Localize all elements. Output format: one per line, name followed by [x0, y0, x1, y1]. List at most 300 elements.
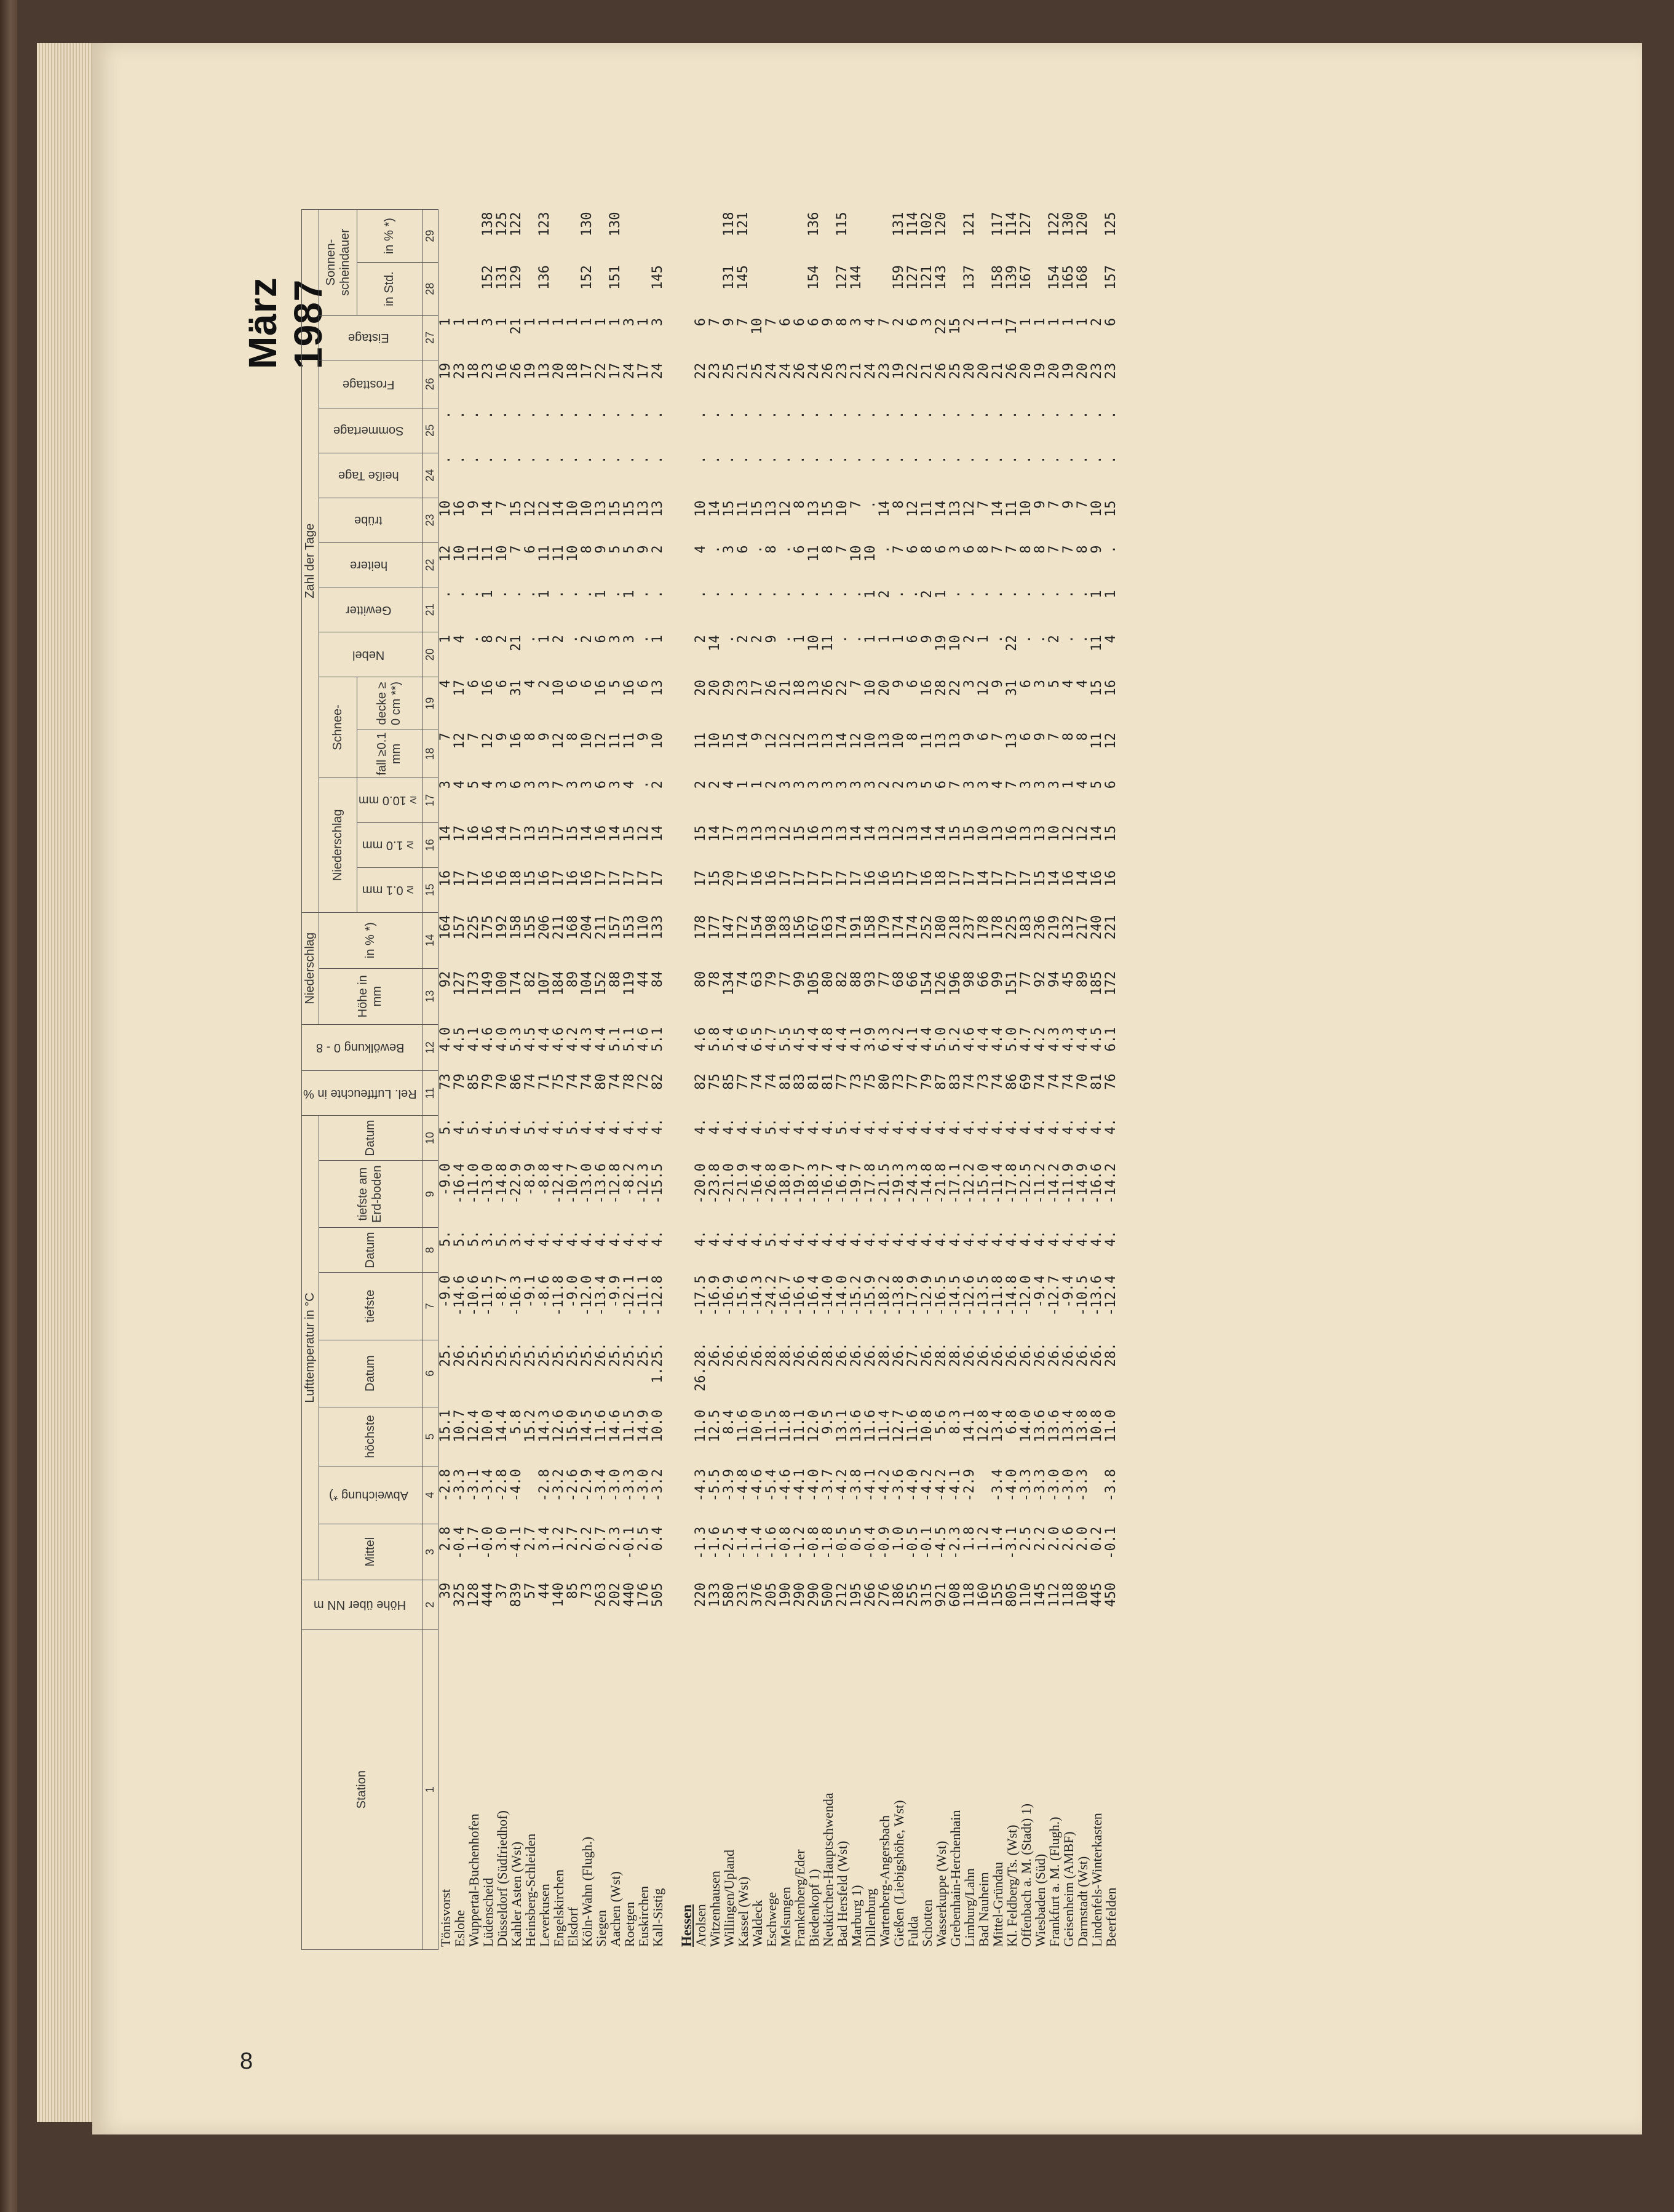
table-cell: 175	[480, 915, 496, 940]
table-cell: 7	[1074, 500, 1090, 509]
column-number: 7	[422, 1273, 438, 1340]
table-cell: 16	[919, 870, 935, 887]
station-name: Waldeck	[749, 1900, 765, 1947]
table-cell: 14	[707, 635, 723, 651]
table-cell: -19.7	[791, 1163, 807, 1204]
table-cell: 5.	[494, 1118, 510, 1135]
table-cell: .	[579, 410, 595, 420]
table-cell: 26.	[707, 1342, 723, 1367]
table-cell: -3.8	[848, 1469, 864, 1502]
table-cell: 10	[806, 635, 822, 651]
table-cell: 176	[635, 1582, 651, 1607]
table-cell: 4.	[451, 1118, 467, 1135]
table-cell: 16	[593, 825, 609, 842]
column-number: 1	[422, 1629, 438, 1949]
table-cell: 11	[621, 732, 637, 749]
table-cell: 9	[749, 732, 765, 741]
table-cell: .	[707, 590, 723, 599]
table-cell: 130	[1060, 212, 1076, 237]
table-cell: 17	[508, 825, 524, 842]
table-cell: 5.8	[508, 1409, 524, 1434]
table-cell: 2	[891, 781, 906, 789]
table-cell: .	[1103, 545, 1119, 554]
table-cell: -9.4	[1032, 1275, 1048, 1308]
table-cell: 5.0	[1004, 1027, 1020, 1052]
table-cell: -16.7	[777, 1275, 793, 1316]
table-cell: .	[791, 410, 807, 420]
table-cell: 276	[876, 1582, 892, 1607]
table-cell: 15	[791, 825, 807, 842]
table-cell	[694, 263, 708, 316]
table-cell: -3.4	[480, 1469, 496, 1502]
table-cell: -24.3	[905, 1163, 921, 1204]
table-cell: .	[990, 590, 1006, 599]
table-cell: -4.2	[834, 1469, 850, 1502]
table-cell: 68	[891, 971, 906, 988]
table-cell: -24.2	[763, 1275, 779, 1316]
table-cell: 14.5	[579, 1409, 595, 1442]
table-cell: 15	[621, 500, 637, 517]
table-cell: 6	[1103, 318, 1119, 327]
table-cell: 4.2	[565, 1027, 581, 1052]
table-cell: 112	[1046, 1582, 1062, 1607]
table-cell: .	[649, 410, 665, 420]
table-cell: 3.4	[536, 1526, 552, 1551]
table-cell: 444	[480, 1582, 496, 1607]
table-cell: 4.	[1046, 1230, 1062, 1247]
table-cell: 92	[437, 971, 453, 988]
table-cell: 74	[565, 1073, 581, 1090]
table-cell: 7	[1046, 500, 1062, 509]
table-cell: -16.7	[820, 1163, 836, 1204]
table-cell: 99	[990, 971, 1006, 988]
table-cell: 9	[763, 635, 779, 643]
table-cell: 3	[1046, 781, 1062, 789]
table-cell: 218	[947, 915, 963, 940]
table-cell: .	[1032, 590, 1048, 599]
table-cell: 4.4	[536, 1027, 552, 1052]
table-cell	[637, 263, 651, 316]
table-cell: 153	[621, 915, 637, 940]
table-cell: 129	[508, 265, 524, 290]
table-cell: 39	[437, 1582, 453, 1599]
table-cell: .	[635, 635, 651, 643]
header-niederschlag-tage: Niederschlag	[319, 778, 357, 913]
table-cell: 10	[1018, 500, 1034, 517]
table-cell: 7	[1046, 545, 1062, 554]
table-cell: 4.	[834, 1230, 850, 1247]
table-cell: 22	[593, 362, 609, 380]
table-cell: .	[1004, 410, 1020, 420]
header-heitere: heitere	[319, 543, 422, 587]
table-cell: 152	[593, 971, 609, 996]
table-cell: 16	[480, 825, 496, 842]
table-cell: 13	[806, 500, 822, 517]
table-cell: 167	[1018, 265, 1034, 290]
table-cell: 6	[735, 545, 751, 554]
table-cell: 13.4	[1060, 1409, 1076, 1442]
table-cell: -16.9	[721, 1275, 737, 1316]
table-cell: .	[466, 455, 482, 464]
table-cell: 81	[806, 1073, 822, 1090]
table-cell: -3.3	[1032, 1469, 1048, 1502]
table-cell: 15	[721, 500, 737, 517]
header-sommertage: Sommertage	[319, 408, 422, 453]
table-row	[906, 210, 920, 1950]
table-cell: 15	[1032, 870, 1048, 887]
table-cell: 4.	[1004, 1118, 1020, 1135]
table-row	[821, 210, 835, 1950]
table-cell: 25.	[565, 1342, 581, 1367]
table-cell: 2	[536, 680, 552, 688]
table-cell: 7	[763, 318, 779, 327]
table-cell	[821, 210, 835, 263]
table-cell: 4.	[862, 1230, 878, 1247]
table-cell: 1	[1089, 590, 1105, 599]
table-cell: 24	[806, 362, 822, 380]
table-cell: 4.	[593, 1230, 609, 1247]
table-cell: -4.0	[1004, 1469, 1020, 1502]
table-cell: 12	[536, 500, 552, 517]
table-cell: -3.0	[1046, 1469, 1062, 1502]
table-cell: 2	[961, 318, 977, 327]
table-cell: 140	[550, 1582, 566, 1607]
table-cell: 17	[749, 680, 765, 696]
table-cell: 15	[947, 318, 963, 335]
table-cell: 26	[1004, 362, 1020, 380]
table-cell: 3	[1032, 680, 1048, 688]
table-cell: 4	[437, 680, 453, 688]
table-cell: -11.1	[635, 1275, 651, 1316]
table-cell: 12	[791, 732, 807, 749]
header-zahl-der-tage: Zahl der Tage	[302, 210, 319, 913]
table-cell: -3.6	[891, 1469, 906, 1502]
table-cell: 172	[1103, 971, 1119, 996]
table-cell: 74	[735, 971, 751, 988]
table-cell: 14	[649, 825, 665, 842]
table-cell: 26.	[1060, 1342, 1076, 1367]
table-cell: 4	[862, 318, 878, 327]
table-cell: 26.	[593, 1342, 609, 1367]
table-cell: -12.0	[579, 1275, 595, 1316]
table-cell: 4.1	[848, 1027, 864, 1052]
table-cell: .	[1032, 455, 1048, 464]
table-cell: 15	[536, 825, 552, 842]
table-cell: .	[791, 590, 807, 599]
table-cell: 12	[550, 732, 566, 749]
table-cell: .	[536, 410, 552, 420]
table-cell: 4.	[593, 1118, 609, 1135]
table-cell: -16.5	[933, 1275, 949, 1316]
table-cell: 4.6	[735, 1027, 751, 1052]
table-cell: .	[975, 410, 991, 420]
table-cell: .	[905, 455, 921, 464]
table-cell: 1.7	[466, 1526, 482, 1551]
table-row	[793, 210, 807, 1950]
table-cell: 11.6	[735, 1409, 751, 1442]
table-cell: .	[579, 455, 595, 464]
table-cell: 110	[635, 915, 651, 940]
table-cell: 174	[905, 915, 921, 940]
table-row	[764, 210, 779, 1950]
table-cell: 147	[721, 915, 737, 940]
table-cell: .	[1060, 455, 1076, 464]
table-cell: 11	[607, 732, 623, 749]
table-cell: 20	[1018, 362, 1034, 380]
table-cell: 79	[480, 1073, 496, 1090]
table-cell: 14	[550, 500, 566, 517]
table-row	[566, 210, 580, 1950]
table-cell: 8	[1074, 545, 1090, 554]
table-cell: .	[848, 410, 864, 420]
station-name: Wartenberg-Angersbach	[876, 1815, 892, 1947]
table-cell: 4.	[1089, 1118, 1105, 1135]
table-cell: 6	[466, 680, 482, 688]
table-cell: 2	[707, 781, 723, 789]
table-cell: 87	[933, 1073, 949, 1090]
table-cell: 9	[820, 318, 836, 327]
table-cell: 120	[1074, 212, 1090, 237]
table-cell	[1090, 210, 1104, 263]
table-cell: 4.5	[522, 1027, 538, 1052]
table-cell: -12.4	[1103, 1275, 1119, 1316]
table-cell: -17.8	[862, 1163, 878, 1204]
table-cell: 81	[1089, 1073, 1105, 1090]
table-cell: 23	[735, 680, 751, 696]
table-cell	[793, 210, 807, 263]
table-cell: 5	[607, 545, 623, 554]
table-cell: 1	[933, 590, 949, 599]
table-cell: .	[1089, 410, 1105, 420]
table-cell: 5.3	[508, 1027, 524, 1052]
table-cell: 3	[536, 781, 552, 789]
table-cell: 114	[1004, 212, 1020, 237]
table-cell: 16	[494, 870, 510, 887]
table-cell: -3.4	[990, 1469, 1006, 1502]
table-cell: 1	[480, 590, 496, 599]
table-cell: 85	[565, 1582, 581, 1599]
table-cell: 4.	[876, 1118, 892, 1135]
table-cell: 3	[947, 545, 963, 554]
table-cell: .	[1074, 590, 1090, 599]
table-cell: 105	[806, 971, 822, 996]
table-cell: 121	[961, 212, 977, 237]
table-cell: -0.1	[919, 1526, 935, 1559]
table-cell	[523, 1466, 538, 1524]
table-cell: .	[777, 635, 793, 643]
table-cell: 15	[891, 870, 906, 887]
table-cell: 27.	[905, 1342, 921, 1367]
table-cell: -13.0	[480, 1163, 496, 1204]
table-cell: 14	[607, 825, 623, 842]
table-cell: 121	[735, 212, 751, 237]
column-number: 16	[422, 822, 438, 867]
table-cell: 13	[806, 732, 822, 749]
table-cell: 4.	[820, 1230, 836, 1247]
table-cell: 99	[791, 971, 807, 988]
table-cell: 6	[494, 680, 510, 688]
table-cell: 85	[466, 1073, 482, 1090]
table-cell: -14.0	[820, 1275, 836, 1316]
table-cell: 6	[806, 318, 822, 327]
table-cell: -10.6	[466, 1275, 482, 1316]
table-cell: .	[791, 455, 807, 464]
table-cell: -2.9	[961, 1469, 977, 1502]
table-cell: 4.3	[1060, 1027, 1076, 1052]
table-row	[552, 210, 566, 1950]
table-cell: 16	[536, 870, 552, 887]
table-cell: .	[707, 410, 723, 420]
table-cell: 445	[1089, 1582, 1105, 1607]
table-cell: 0.2	[1089, 1526, 1105, 1551]
table-cell	[594, 210, 608, 263]
table-cell: 22	[933, 318, 949, 335]
table-cell	[750, 263, 764, 316]
table-cell: .	[876, 545, 892, 554]
table-cell: 17	[777, 870, 793, 887]
table-cell	[453, 263, 467, 316]
table-cell: 13	[905, 825, 921, 842]
table-cell: 3	[862, 781, 878, 789]
table-cell: 15	[947, 825, 963, 842]
table-cell: 5.	[763, 1118, 779, 1135]
table-cell: 28.	[876, 1342, 892, 1367]
table-cell: .	[550, 590, 566, 599]
table-row	[495, 210, 509, 1950]
table-cell: 4.	[919, 1230, 935, 1247]
table-cell: 5.6	[933, 1409, 949, 1434]
table-row	[1033, 210, 1047, 1950]
table-row	[807, 210, 821, 1950]
table-cell: -18.3	[806, 1163, 822, 1204]
table-cell: 10	[891, 732, 906, 749]
table-cell: .	[451, 410, 467, 420]
table-cell: 1.8	[961, 1526, 977, 1551]
table-cell: 17	[466, 870, 482, 887]
station-name: Eschwege	[763, 1892, 779, 1947]
table-cell: 7	[975, 500, 991, 509]
table-cell: 2	[649, 545, 665, 554]
table-cell: 131	[721, 265, 737, 290]
table-cell: .	[735, 455, 751, 464]
table-cell: .	[763, 590, 779, 599]
table-cell: 1	[649, 635, 665, 643]
table-cell: .	[820, 590, 836, 599]
table-cell: 19	[1032, 362, 1048, 380]
table-cell: 26	[933, 362, 949, 380]
table-cell: 236	[1032, 915, 1048, 940]
header-lufttemperatur: Lufttemperatur in °C	[302, 1116, 319, 1580]
table-cell: .	[806, 410, 822, 420]
station-name: Leverkusen	[536, 1884, 552, 1947]
table-cell: 16	[480, 680, 496, 696]
table-cell: 79	[919, 1073, 935, 1090]
table-cell: 138	[480, 212, 496, 237]
table-cell: 14	[933, 825, 949, 842]
table-cell: .	[834, 410, 850, 420]
table-cell: -4.0	[905, 1469, 921, 1502]
table-cell: 19	[891, 362, 906, 380]
table-cell: -9.0	[565, 1275, 581, 1308]
table-cell: 20	[692, 680, 708, 696]
table-cell: -2.8	[494, 1469, 510, 1502]
table-cell: 5.	[522, 1118, 538, 1135]
table-row	[962, 210, 977, 1950]
table-cell: 127	[834, 265, 850, 290]
header-hoehe-nn: Höhe über NN m	[302, 1580, 422, 1629]
table-cell: 13	[763, 825, 779, 842]
table-cell: 4	[621, 781, 637, 789]
table-cell: 12.5	[707, 1409, 723, 1442]
station-name: Geisenheim (AMBF)	[1060, 1831, 1076, 1947]
table-cell: 12	[777, 825, 793, 842]
table-cell: 20	[721, 870, 737, 887]
table-cell: 178	[692, 915, 708, 940]
table-cell: 13.1	[834, 1409, 850, 1442]
table-cell: 11	[919, 732, 935, 749]
table-cell: 4.6	[480, 1027, 496, 1052]
table-cell: .	[466, 590, 482, 599]
table-cell: 219	[1046, 915, 1062, 940]
table-cell: 127	[1018, 212, 1034, 237]
table-cell: 1.4	[990, 1526, 1006, 1551]
station-name: Mittel-Gründau	[990, 1861, 1006, 1947]
region-heading: Hessen	[678, 1904, 694, 1947]
table-row	[977, 210, 991, 1950]
table-cell: 183	[1018, 915, 1034, 940]
table-cell: .	[635, 455, 651, 464]
table-cell: 26.	[919, 1342, 935, 1367]
table-cell: .	[466, 635, 482, 643]
table-cell: 4.	[990, 1230, 1006, 1247]
table-cell: 4	[1074, 781, 1090, 789]
table-cell: -0.4	[862, 1526, 878, 1559]
table-cell: -4.1	[508, 1526, 524, 1559]
table-cell: -15.5	[649, 1163, 665, 1204]
table-cell: 10.7	[451, 1409, 467, 1442]
table-cell: 17	[848, 870, 864, 887]
table-cell: 204	[579, 915, 595, 940]
table-cell: 13	[749, 825, 765, 842]
table-cell: 3.0	[494, 1526, 510, 1551]
table-cell: -12.8	[607, 1163, 623, 1204]
table-cell: 17	[607, 870, 623, 887]
table-cell: .	[480, 410, 496, 420]
table-cell: 220	[692, 1582, 708, 1607]
table-cell: 18	[933, 870, 949, 887]
table-cell: 14	[437, 825, 453, 842]
table-cell: .	[721, 635, 737, 643]
table-cell: 79	[451, 1073, 467, 1090]
table-cell: 9	[635, 545, 651, 554]
table-cell: 921	[933, 1582, 949, 1607]
table-cell: .	[820, 455, 836, 464]
table-cell: .	[1074, 455, 1090, 464]
table-cell: 17	[550, 870, 566, 887]
table-cell: 4.	[721, 1230, 737, 1247]
table-cell: 3	[806, 781, 822, 789]
header-bewoelkung: Bewölkung 0 - 8	[302, 1024, 422, 1070]
column-number: 10	[422, 1116, 438, 1161]
table-cell: -0.8	[777, 1526, 793, 1559]
rotated-page-content	[234, 197, 1513, 1950]
table-cell: 24	[862, 362, 878, 380]
table-cell: 6	[905, 680, 921, 688]
table-cell: 180	[933, 915, 949, 940]
station-name: Lindenfels-Winterkasten	[1089, 1813, 1105, 1947]
table-row	[1005, 210, 1019, 1950]
table-cell: 157	[1103, 265, 1119, 290]
